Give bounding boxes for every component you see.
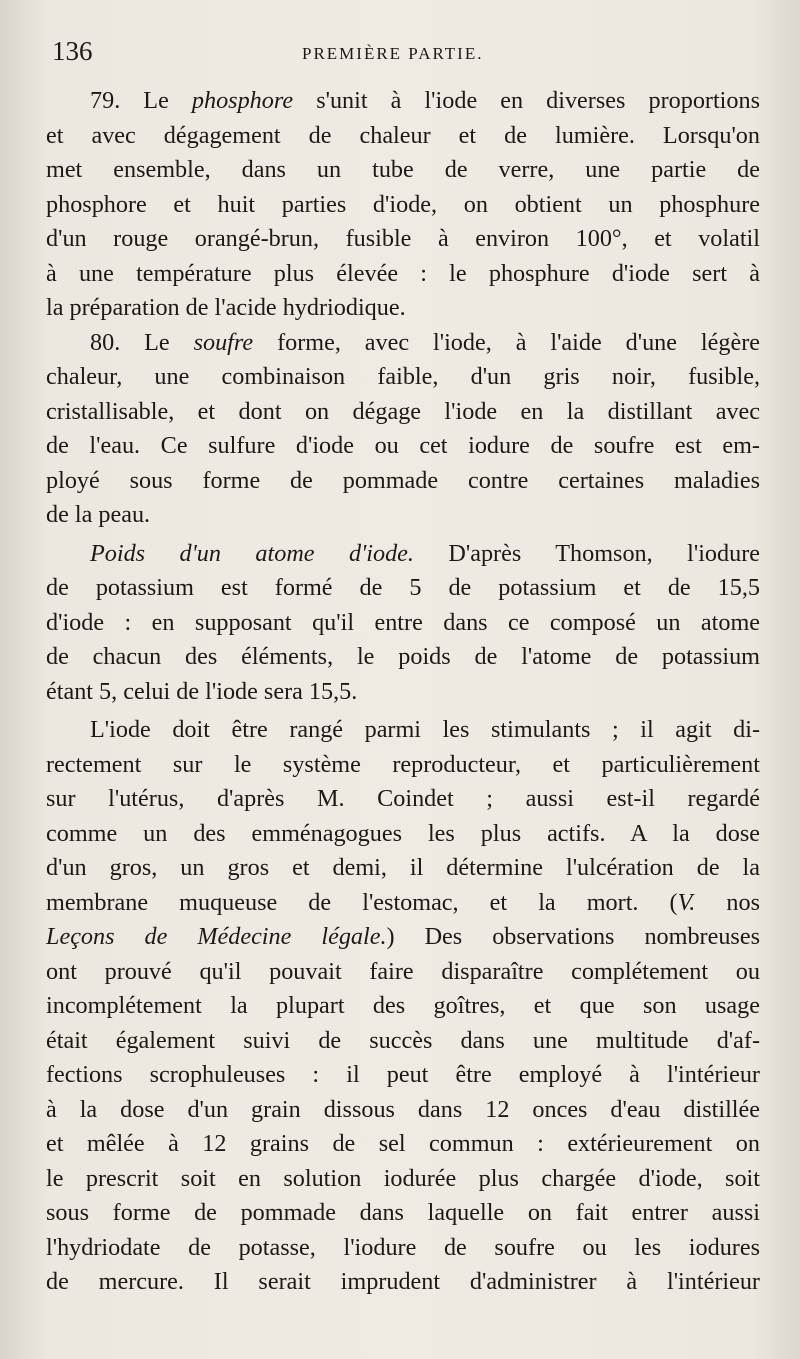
text-line: cristallisable, et dont on dégage l'iode en la distillant avec [46, 397, 760, 425]
text-line: de potassium est formé de 5 de potassium et de 15,5 [46, 574, 760, 601]
text-line: rectement sur le système reproducteur, et particulièrement [46, 750, 760, 778]
text-line: ont prouvé qu'il pouvait faire disparaître complétement ou [46, 957, 760, 985]
paragraph-stimulants [46, 713, 760, 1300]
text-line: L'iode doit être rangé parmi les stimulants ; il agit di- [90, 716, 760, 743]
text-line: fections scrophuleuses : il peut être employé à l'intérieur [46, 1061, 760, 1088]
running-head: PREMIÈRE PARTIE. [302, 44, 484, 63]
paragraph-atomic-weight [46, 537, 760, 710]
text-line: l'hydriodate de potasse, l'iodure de soufre ou les iodures [46, 1233, 760, 1261]
text-line: de la peau. [46, 501, 151, 528]
text-line: d'un rouge orangé-brun, fusible à environ 100°, et volatil [46, 225, 760, 252]
text-line: à une température plus élevée : le phosphure d'iode sert à [46, 259, 760, 287]
text-line: d'un gros, un gros et demi, il détermine l'ulcération de la [46, 854, 760, 881]
text-line: Poids d'un atome d'iode. D'après Thomson, l'iodure [90, 539, 760, 567]
text-line: sur l'utérus, d'après M. Coindet ; aussi est-il regardé [46, 785, 760, 812]
text-line: et mêlée à 12 grains de sel commun : extérieurement on [46, 1130, 760, 1157]
text-line: à la dose d'un grain dissous dans 12 onces d'eau distillée [46, 1095, 760, 1123]
text-line: de l'eau. Ce sulfure d'iode ou cet iodure de soufre est em- [46, 432, 760, 459]
text-line: membrane muqueuse de l'estomac, et la mort. (V. nos [46, 888, 760, 916]
text-line: de mercure. Il serait imprudent d'administrer à l'intérieur [46, 1268, 760, 1295]
text-line: ployé sous forme de pommade contre certaines maladies [46, 466, 760, 494]
page-header [52, 36, 758, 70]
paragraph-79 [46, 84, 760, 326]
text-line: chaleur, une combinaison faible, d'un gris noir, fusible, [46, 363, 760, 390]
text-line: était également suivi de succès dans une multitude d'af- [46, 1026, 760, 1054]
text-line: incomplétement la plupart des goîtres, et que son usage [46, 992, 760, 1019]
text-line: comme un des emménagogues les plus actifs. A la dose [46, 819, 760, 847]
text-line: 80. Le soufre forme, avec l'iode, à l'aide d'une légère [90, 328, 760, 356]
page-number: 136 [52, 36, 93, 66]
paragraph-80 [46, 326, 760, 533]
text-line: sous forme de pommade dans laquelle on fait entrer aussi [46, 1199, 760, 1226]
text-line: de chacun des éléments, le poids de l'atome de potassium [46, 643, 760, 670]
text-line: 79. Le phosphore s'unit à l'iode en diverses proportions [90, 87, 760, 114]
text-line: d'iode : en supposant qu'il entre dans ce composé un atome [46, 608, 760, 636]
text-line: met ensemble, dans un tube de verre, une partie de [46, 156, 760, 183]
text-line: et avec dégagement de chaleur et de lumière. Lorsqu'on [46, 121, 760, 149]
text-line: phosphore et huit parties d'iode, on obtient un phosphure [46, 190, 760, 218]
text-line: la préparation de l'acide hydriodique. [46, 294, 406, 321]
text-line: étant 5, celui de l'iode sera 15,5. [46, 677, 358, 705]
text-line: le prescrit soit en solution iodurée plus chargée d'iode, soit [46, 1164, 760, 1192]
body-text [46, 84, 760, 1300]
text-line: Leçons de Médecine légale.) Des observations nombreuses [46, 923, 760, 950]
